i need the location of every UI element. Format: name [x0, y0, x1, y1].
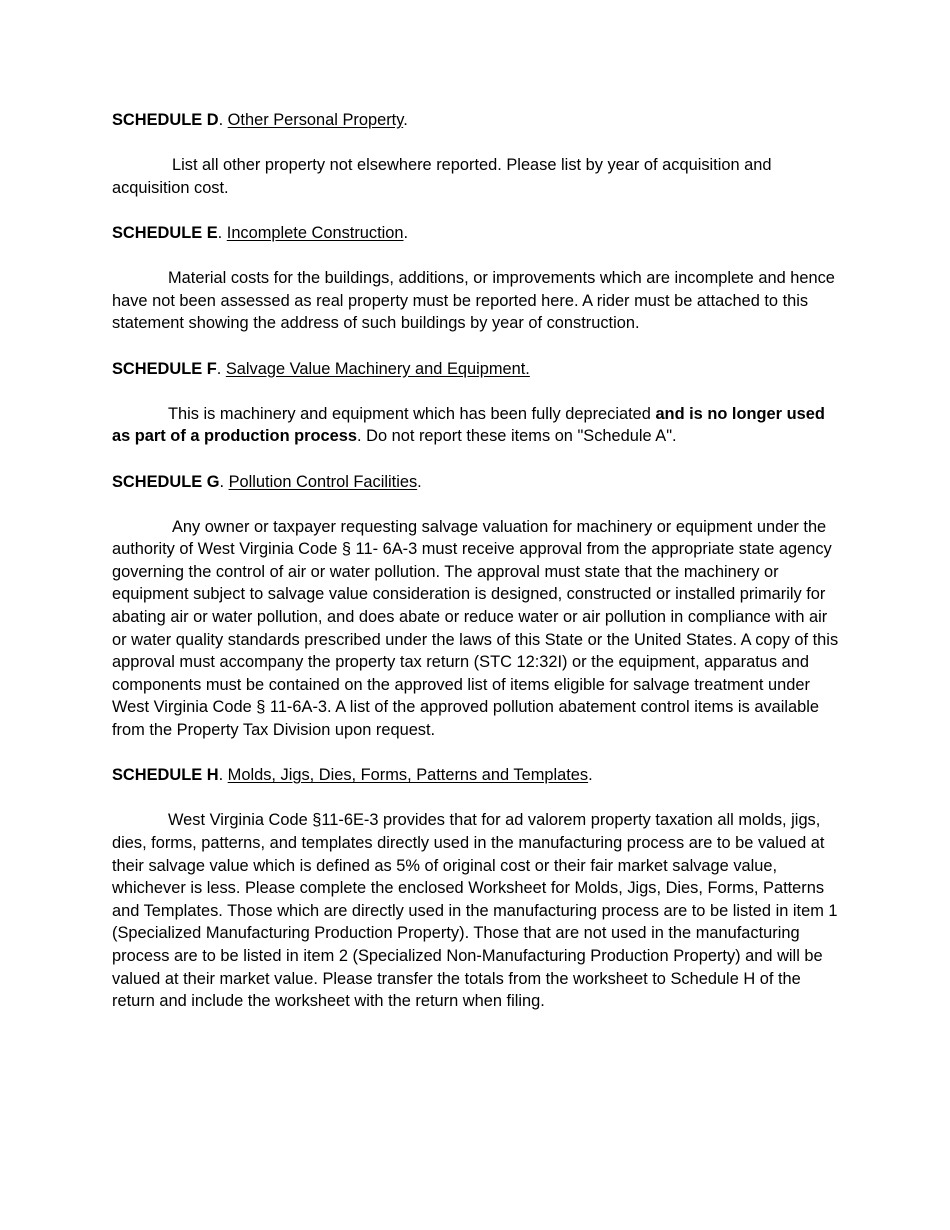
heading-end: .	[403, 111, 408, 129]
schedule-d-label: SCHEDULE D	[112, 111, 219, 129]
heading-separator: .	[219, 472, 229, 491]
heading-separator: .	[216, 359, 226, 378]
schedule-f-label: SCHEDULE F	[112, 359, 217, 378]
heading-end: .	[417, 472, 422, 491]
heading-separator: .	[218, 111, 228, 129]
schedule-f-body-part1: This is machinery and equipment which has been fully depreciated	[168, 404, 656, 423]
schedule-f-heading	[112, 358, 840, 381]
schedule-e-heading	[112, 222, 840, 245]
schedule-h-body: West Virginia Code §11-6E-3 provides that for ad valorem property taxation all molds, jigs, dies, forms, patterns, and templates directly used in the manufacturing process are to be valued at their salvage value which is defined as 5% of original cost or their fair market salvage value, whichever is less. Please complete the enclosed Worksheet for Molds, Jigs, Dies, Forms, Patterns and Templates. Those which are directly used in the manufacturing process are to be listed in item 1 (Specialized Manufacturing Production Property). Those that are not used in the manufacturing process are to be listed in item 2 (Specialized Non-Manufacturing Production Property) and will be valued at their market value. Please transfer the totals from the worksheet to Schedule H of the return and include the worksheet with the return when filing.	[112, 811, 838, 1011]
schedule-f-body-part2: . Do not report these items on "Schedule A".	[357, 427, 677, 446]
schedule-h-title: Molds, Jigs, Dies, Forms, Patterns and Templates	[227, 766, 589, 785]
schedule-g-label: SCHEDULE G	[112, 472, 220, 491]
schedule-e-title: Incomplete Construction	[226, 223, 404, 242]
schedule-h-heading	[112, 764, 840, 787]
schedule-d-title: Other Personal Property	[227, 111, 404, 129]
schedule-g-title: Pollution Control Facilities	[228, 472, 418, 491]
heading-separator: .	[217, 223, 227, 242]
schedule-g-heading	[112, 471, 840, 494]
document-page	[112, 109, 840, 1035]
schedule-e-label: SCHEDULE E	[112, 223, 218, 242]
schedule-d-heading	[112, 109, 840, 132]
schedule-g-body: Any owner or taxpayer requesting salvage valuation for machinery or equipment under the authority of West Virginia Code § 11- 6A-3 must receive approval from the appropriate state agency governing the control of air or water pollution. The approval must state that the machinery or equipment subject to salvage value consideration is designed, constructed or installed primarily for abating air or water pollution, and does abate or reduce water or air pollution in compliance with air or water quality standards prescribed under the laws of this State or the United States. A copy of this approval must accompany the property tax return (STC 12:32I) or the equipment, apparatus and components must be contained on the approved list of items eligible for salvage treatment under West Virginia Code § 11-6A-3. A list of the approved pollution abatement control items is available from the Property Tax Division upon request.	[112, 517, 839, 740]
schedule-f-title: Salvage Value Machinery and Equipment.	[225, 359, 530, 378]
schedule-h-label: SCHEDULE H	[112, 766, 219, 785]
heading-end: .	[588, 766, 593, 785]
heading-end: .	[403, 223, 409, 242]
schedule-e-body: Material costs for the buildings, additions, or improvements which are incomplete and hence have not been assessed as real property must be reported here. A rider must be attached to this statement showing the address of such buildings by year of construction.	[112, 269, 835, 333]
schedule-d-body: List all other property not elsewhere reported. Please list by year of acquisition and acquisition cost.	[112, 156, 772, 197]
schedule-f-body-bold: and is no longer used as part of a production process	[112, 404, 825, 446]
schedule-f-body	[112, 403, 840, 448]
heading-separator: .	[218, 766, 228, 785]
